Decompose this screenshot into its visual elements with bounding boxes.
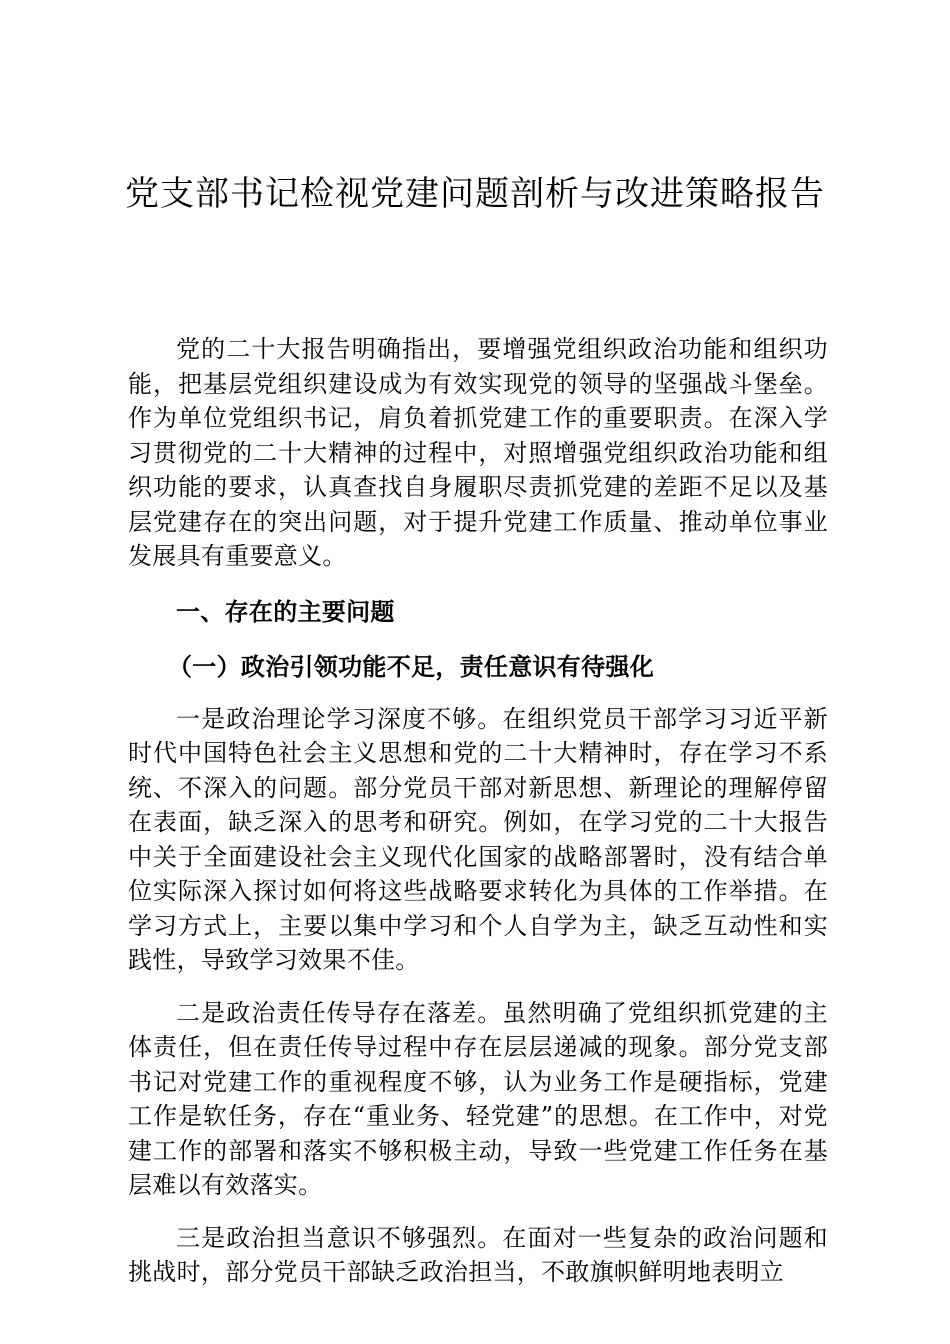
body-paragraph-responsibility-transmission: 二是政治责任传导存在落差。虽然明确了党组织抓党建的主体责任，但在责任传导过程中存在层层递减的现象。部分党支部书记对党建工作的重视程度不够，认为业务工作是硬指标，党建工作是软任务，存在“重业务、轻党建”的思想。在工作中，对党建工作的部署和落实不够积极主动，导致一些党建工作任务在基层难以有效落实。: [128, 998, 828, 1199]
body-paragraph-theory-study: 一是政治理论学习深度不够。在组织党员干部学习习近平新时代中国特色社会主义思想和党的二十大精神时，存在学习不系统、不深入的问题。部分党员干部对新思想、新理论的理解停留在表面，缺乏深入的思考和研究。例如，在学习党的二十大报告中关于全面建设社会主义现代化国家的战略部署时，没有结合单位实际深入探讨如何将这些战略要求转化为具体的工作举措。在学习方式上，主要以集中学习和个人自学为主，缺乏互动性和实践性，导致学习效果不佳。: [128, 704, 828, 974]
subsection-heading-political-leadership: （一）政治引领功能不足，责任意识有待强化: [168, 651, 654, 681]
section-heading-main-problems: 一、存在的主要问题: [176, 596, 395, 626]
body-paragraph-political-commitment: 三是政治担当意识不够强烈。在面对一些复杂的政治问题和挑战时，部分党员干部缺乏政治担当，不敢旗帜鲜明地表明立: [128, 1223, 828, 1286]
intro-paragraph: 党的二十大报告明确指出，要增强党组织政治功能和组织功能，把基层党组织建设成为有效实现党的领导的坚强战斗堡垒。作为单位党组织书记，肩负着抓党建工作的重要职责。在深入学习贯彻党的二十大精神的过程中，对照增强党组织政治功能和组织功能的要求，认真查找自身履职尽责抓党建的差距不足以及基层党建存在的突出问题，对于提升党建工作质量、推动单位事业发展具有重要意义。: [128, 335, 828, 570]
document-body: [128, 332, 828, 1308]
document-title: 党支部书记检视党建问题剖析与改进策略报告: [125, 174, 825, 214]
